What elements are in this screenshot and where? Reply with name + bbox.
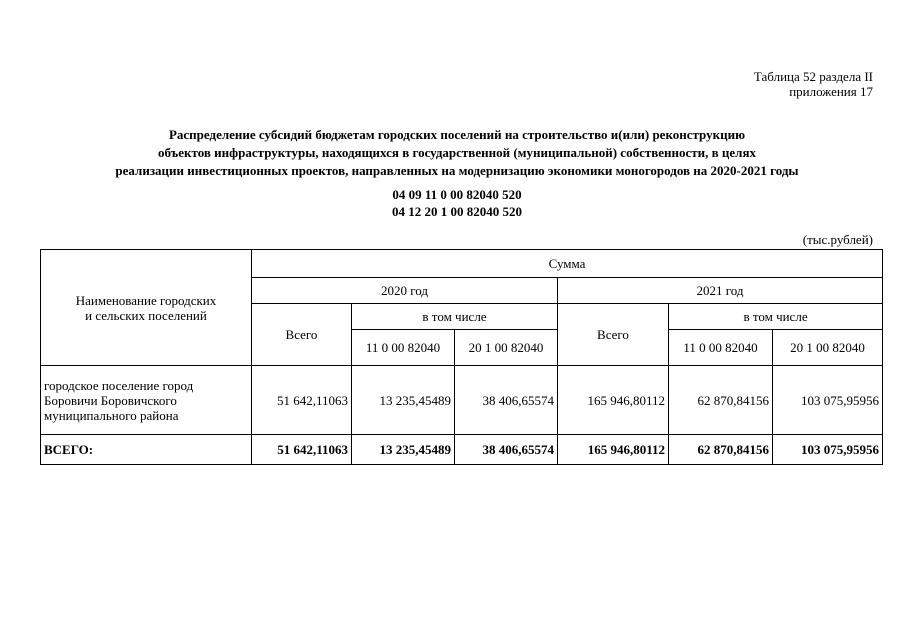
budget-code-2: 04 12 20 1 00 82040 520	[392, 204, 522, 219]
header-code-a-2021: 11 0 00 82040	[669, 330, 773, 366]
header-year-2020: 2020 год	[252, 278, 558, 304]
document-title	[40, 126, 874, 180]
grand-total-2021-total: 165 946,80112	[558, 435, 669, 465]
document-title-line2: объектов инфраструктуры, находящихся в государственной (муниципальной) собственности, в целях	[158, 145, 756, 160]
row-name: городское поселение город Боровичи Боровичского муниципального района	[41, 366, 252, 435]
table-reference-line1: Таблица 52 раздела II	[753, 69, 873, 84]
row-2020-b: 38 406,65574	[455, 366, 558, 435]
header-incl-2021: в том числе	[669, 304, 883, 330]
grand-total-2021-b: 103 075,95956	[773, 435, 883, 465]
header-code-b-2020: 20 1 00 82040	[455, 330, 558, 366]
table-reference	[754, 69, 873, 99]
header-sum: Сумма	[252, 250, 883, 278]
row-2021-b: 103 075,95956	[773, 366, 883, 435]
header-name: Наименование городских и сельских поселений	[41, 250, 252, 366]
table-row	[41, 366, 883, 435]
grand-total-2020-total: 51 642,11063	[252, 435, 352, 465]
header-year-2021: 2021 год	[558, 278, 883, 304]
grand-total-2020-b: 38 406,65574	[455, 435, 558, 465]
units-label: (тыс.рублей)	[802, 232, 873, 247]
subsidy-table	[40, 249, 883, 465]
grand-total-label: ВСЕГО:	[41, 435, 252, 465]
grand-total-2021-a: 62 870,84156	[669, 435, 773, 465]
budget-code-1: 04 09 11 0 00 82040 520	[392, 187, 522, 202]
row-2021-total: 165 946,80112	[558, 366, 669, 435]
document-title-line3: реализации инвестиционных проектов, направленных на модернизацию экономики моногородов на 2020-2021 годы	[115, 163, 799, 178]
header-code-b-2021: 20 1 00 82040	[773, 330, 883, 366]
header-row-1	[41, 250, 883, 278]
header-incl-2020: в том числе	[352, 304, 558, 330]
document-title-line1: Распределение субсидий бюджетам городских поселений на строительство и(или) реконструкцию	[168, 127, 746, 142]
row-2020-total: 51 642,11063	[252, 366, 352, 435]
grand-total-2020-a: 13 235,45489	[352, 435, 455, 465]
header-code-a-2020: 11 0 00 82040	[352, 330, 455, 366]
budget-codes	[40, 186, 874, 220]
grand-total-row	[41, 435, 883, 465]
header-total-2021: Всего	[558, 304, 669, 366]
table-reference-line2: приложения 17	[789, 84, 873, 99]
row-2020-a: 13 235,45489	[352, 366, 455, 435]
header-total-2020: Всего	[252, 304, 352, 366]
row-2021-a: 62 870,84156	[669, 366, 773, 435]
